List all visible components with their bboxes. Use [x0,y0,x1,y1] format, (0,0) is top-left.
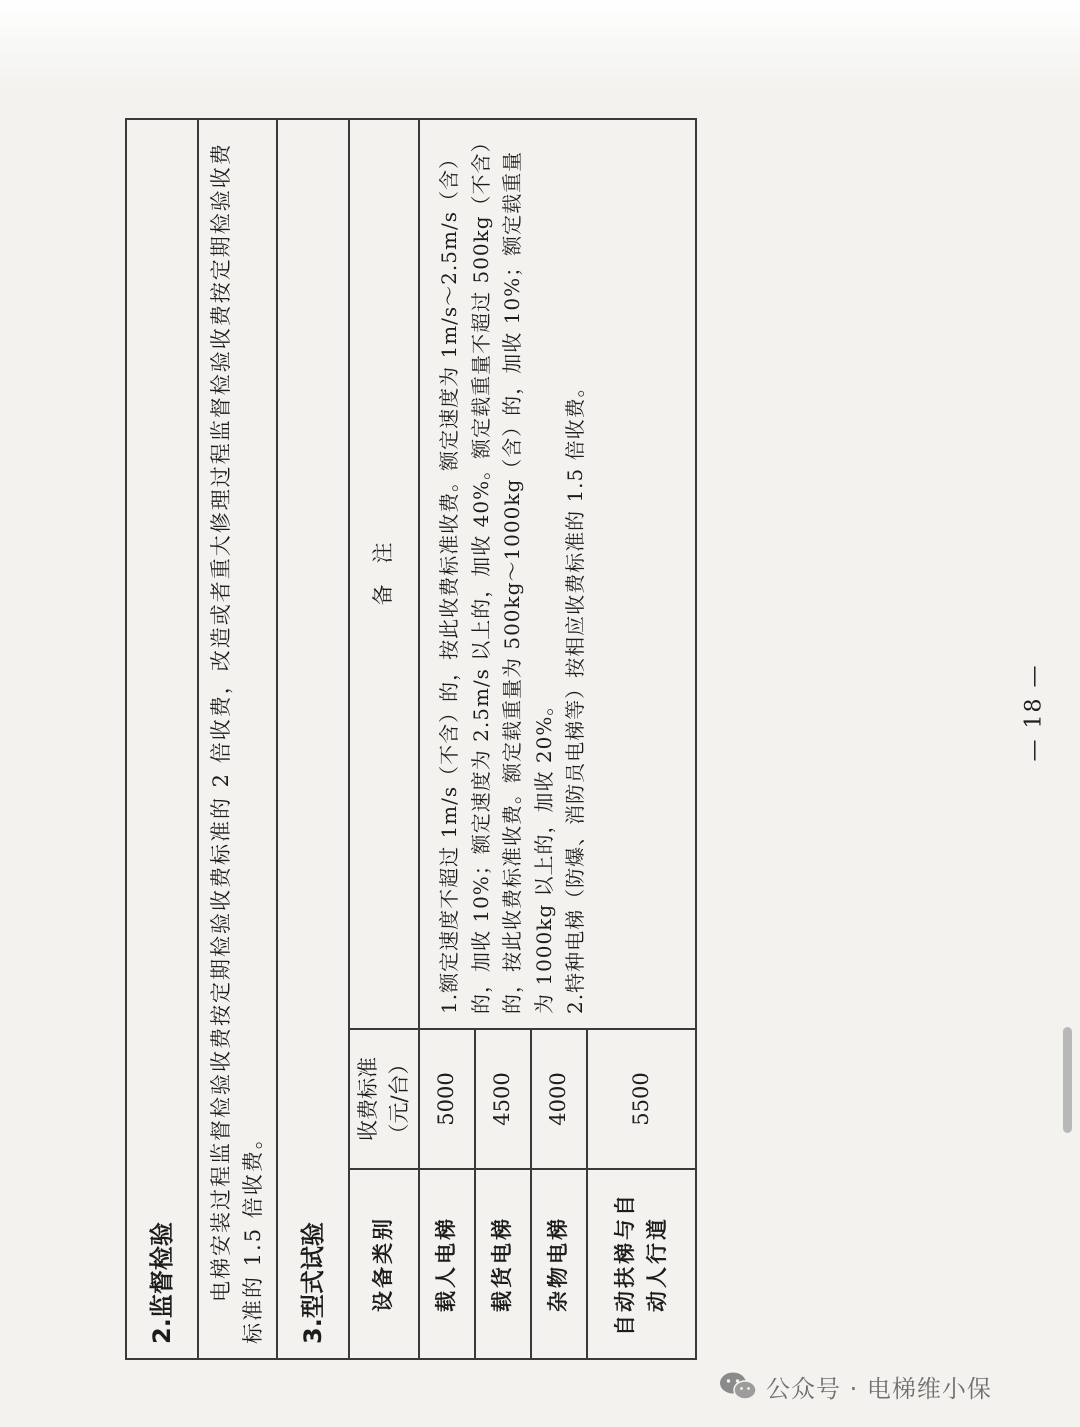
category-cell: 杂物电梯 [531,1169,587,1359]
fee-cell: 5500 [587,1029,696,1169]
table-row [419,119,475,1359]
watermark [718,1366,992,1406]
fee-cell: 4500 [475,1029,531,1169]
section-title-type-test: 3.型式试验 [277,119,349,1359]
header-category: 设备类别 [349,1169,419,1359]
watermark-text: 公众号 · 电梯维小保 [766,1374,992,1403]
wechat-icon [718,1370,758,1402]
category-cell: 自动扶梯与自动人行道 [587,1169,696,1359]
header-fee: 收费标准（元/台） [349,1029,419,1169]
remark-item: 2.特种电梯（防爆、消防员电梯等）按相应收费标准的 1.5 倍收费。 [563,376,588,1014]
supervision-paragraph: 电梯安装过程监督检验收费按定期检验收费标准的 2 倍收费，改造或者重大修理过程监督检验收费按定期检验收费标准的 1.5 倍收费。 [198,119,277,1359]
header-remark: 备 注 [349,119,419,1029]
document-page [125,120,695,1360]
remark-cell [419,119,696,1029]
scrollbar[interactable] [1063,1027,1072,1133]
fee-table [125,118,697,1360]
category-cell: 载货电梯 [475,1169,531,1359]
section-title-supervision: 2.监督检验 [126,119,198,1359]
category-cell: 载人电梯 [419,1169,475,1359]
remark-item: 1.额定速度不超过 1m/s（不含）的，按此收费标准收费。额定速度为 1m/s～2.5m/s（含）的，加收 10%；额定速度为 2.5m/s 以上的，加收 40%。额定载重量不超过 500kg（不含）的，按此收费标准收费。额定载重量为 500kg～1000kg（含）的，加收 10%；额定载重量为 1000kg 以上的，加收 20%。 [437,141,556,1014]
page-edge [0,0,1080,86]
fee-cell: 4000 [531,1029,587,1169]
page-number: — 18 — [1021,663,1047,762]
fee-cell: 5000 [419,1029,475,1169]
